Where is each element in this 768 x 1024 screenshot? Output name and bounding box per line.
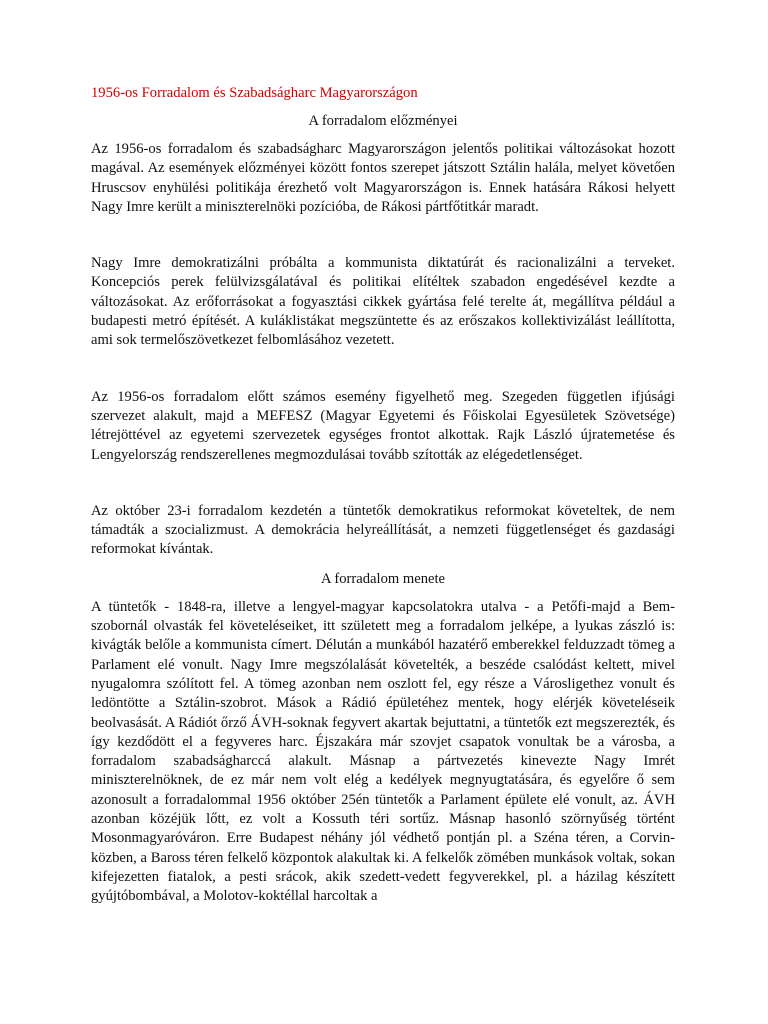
document-page <box>91 84 675 907</box>
paragraph-spacer <box>91 560 675 570</box>
paragraph-spacer <box>91 217 675 254</box>
document-title: 1956-os Forradalom és Szabadságharc Magyarországon <box>91 85 418 101</box>
paragraph-5: A tüntetők - 1848-ra, illetve a lengyel-magyar kapcsolatokra utalva - a Petőfi-majd a Bem-szobornál olvasták fel követeléseiket, itt született meg a forradalom jelképe, a lyukas zászló is: kivágták belőle a kommunista címert. Délután a munkából hazatérő emberekkel felduzzadt tömeg a Parlament elé vonult. Nagy Imre megszólalását követelték, a beszéde csalódást keltett, mivel nyugalomra szólított fel. A tömeg azonban nem oszlott fel, egy része a Városligethez vonult és ledöntötte a Sztálin-szobrot. Mások a Rádió épületéhez mentek, hogy elérjék követeléseik beolvasását. A Rádiót őrző ÁVH-soknak fegyvert akartak bejuttatni, a tüntetők ezt megszerezték, és így kezdődött el a fegyveres harc. Éjszakára már szovjet csapatok vonultak be a városba, a forradalom szabadságharccá alakult. Másnap a pártvezetés kinevezte Nagy Imrét miniszterelnöknek, de ez már nem volt elég a kedélyek megnyugtatására, és egyelőre ő sem azonosult a forradalommal 1956 október 25én tüntetők a Parlament épülete elé vonult, az. ÁVH azonban közéjük lőtt, ez volt a Kossuth téri sortűz. Másnap hasonló szörnyűség történt Mosonmagyaróváron. Erre Budapest néhány jól védhető pontján pl. a Széna téren, a Corvin-közben, a Baross téren felkelő központok alakultak ki. A felkelők zömében munkások voltak, sokan kifejezetten fiatalok, a pesti srácok, akik szedett-vedett fegyverekkel, pl. a házilag készített gyújtóbombával, a Molotov-koktéllal harcoltak a <box>91 598 675 905</box>
paragraph-3: Az 1956-os forradalom előtt számos esemény figyelhető meg. Szegeden független ifjúsági szervezet alakult, majd a MEFESZ (Magyar Egyetemi és Főiskolai Egyesületek Szövetsége) létrejöttével az egyetemi szervezetek egységes frontot alkottak. Rajk László újratemetése és Lengyelország rendszerellenes megmozdulásai tovább szították az elégedetlenséget. <box>91 388 675 463</box>
paragraph-2: Nagy Imre demokratizálni próbálta a kommunista diktatúrát és racionalizálni a terveket. Koncepciós perek felülvizsgálatával és politikai elítéltek szabadon engedésével kezdte a változásokat. Az erőforrásokat a fogyasztási cikkek gyártása felé terelte át, megállítva például a budapesti metró építését. A kuláklistákat megszüntette és az erőszakos kollektivizálást leállította, ami sok termelőszövetkezet felbomlásához vezetett. <box>91 255 675 349</box>
section-heading-course: A forradalom menete <box>321 570 445 587</box>
paragraph-1: Az 1956-os forradalom és szabadságharc Magyarországon jelentős politikai változásokat hozott magával. Az események előzményei között fontos szerepet játszott Sztálin halála, melyet követően Hruscsov enyhülési politikája érezhető volt Magyarországon is. Ennek hatására Rákosi helyett Nagy Imre került a miniszterelnöki pozícióba, de Rákosi pártfőtitkár maradt. <box>91 141 675 215</box>
paragraph-4: Az október 23-i forradalom kezdetén a tüntetők demokratikus reformokat követeltek, de nem támadták a szocializmust. A demokrácia helyreállítását, a nemzeti függetlenséget és gazdasági reformokat kívántak. <box>91 502 675 558</box>
paragraph-spacer <box>91 465 675 502</box>
section-heading-background: A forradalom előzményei <box>308 113 458 129</box>
paragraph-spacer <box>91 351 675 388</box>
